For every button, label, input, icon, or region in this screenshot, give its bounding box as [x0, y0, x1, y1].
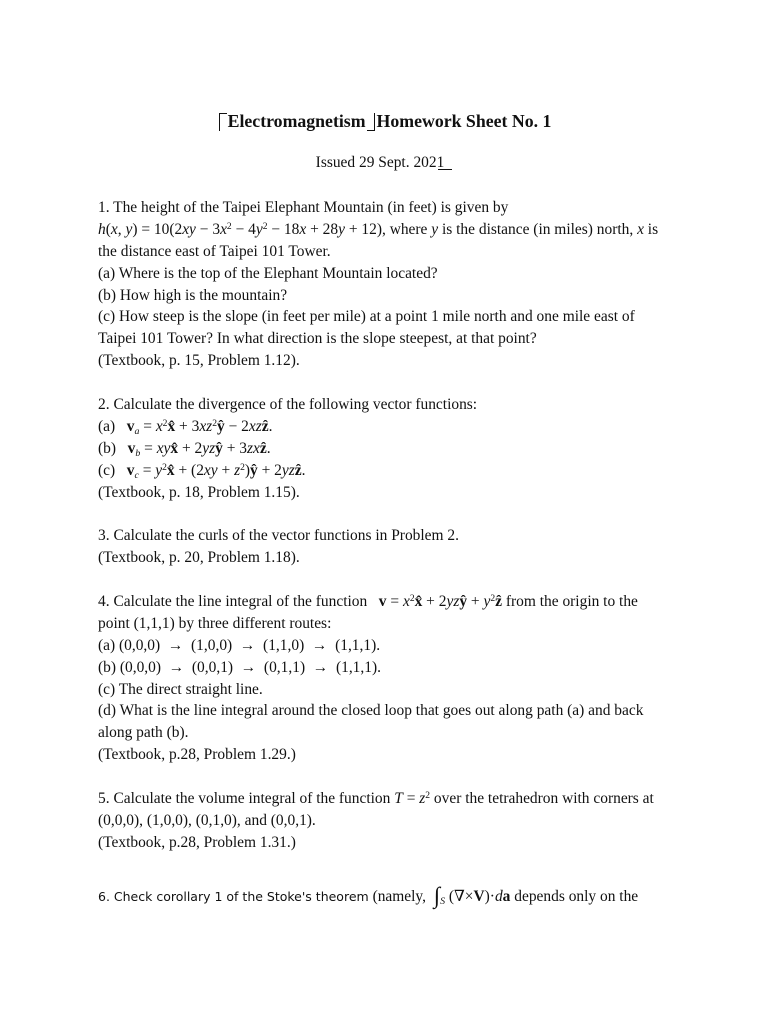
problem-line [98, 263, 738, 285]
problem-line [98, 482, 738, 504]
problem-line [98, 197, 738, 219]
problem-2 [98, 394, 738, 503]
problem-line [98, 547, 738, 569]
text-run: (c) The direct straight line. [98, 680, 263, 698]
problem-line [98, 416, 738, 438]
text-run: from the origin to the [502, 593, 638, 611]
problem-line [98, 883, 738, 910]
bold-symbol: v [126, 461, 135, 479]
problem-line [98, 635, 738, 657]
bold-symbol: ẑ [259, 439, 267, 457]
bold-symbol: x̂ [170, 439, 179, 457]
bold-symbol: x̂ [414, 593, 423, 611]
text-run: − 18 [267, 220, 300, 238]
text-run: ( [105, 220, 111, 238]
text-run: ) [244, 461, 251, 479]
bold-symbol: ẑ [495, 593, 502, 611]
text-run: (a) (0,0,0) → (1,0,0) → (1,1,0) → (1,1,1). [98, 636, 381, 654]
text-run: the distance east of Taipei 101 Tower. [98, 242, 331, 260]
text-run: − 2 [224, 417, 249, 435]
subscript: b [135, 447, 141, 459]
text-run: (namely, [368, 887, 434, 905]
problem-line [98, 679, 738, 701]
sheet-title [0, 110, 768, 132]
bold-symbol: ŷ [216, 417, 225, 435]
text-run: − 3 [195, 220, 221, 238]
bold-symbol: ẑ [261, 417, 269, 435]
math-variable: h [98, 220, 106, 238]
math-variable: y [255, 220, 263, 238]
subscript: a [134, 425, 140, 437]
text-run: point (1,1,1) by three different routes: [98, 614, 332, 632]
math-variable: zx [247, 439, 260, 457]
text-run: (d) What is the line integral around the closed loop that goes out along path (a) and back [98, 702, 644, 720]
problem-line [98, 438, 738, 460]
bold-symbol: ẑ [294, 461, 302, 479]
underline-mark [438, 168, 452, 170]
problem-3 [98, 525, 738, 569]
text-run: + 3 [175, 417, 200, 435]
problem-line [98, 788, 738, 810]
integral-sign: ∫ [433, 883, 441, 910]
problem-line [98, 810, 738, 832]
subscript: c [134, 469, 139, 481]
text-run: (a) [98, 417, 127, 435]
superscript: 2 [262, 221, 268, 233]
text-run: ) = 10(2 [132, 220, 183, 238]
problem-line [98, 591, 738, 613]
text-run: (Textbook, p. 15, Problem 1.12). [98, 352, 300, 370]
text-run: + [217, 461, 235, 479]
text-run: − 4 [231, 220, 256, 238]
problem-1 [98, 197, 738, 372]
bold-symbol: ŷ [215, 439, 223, 457]
text-run: = [386, 593, 403, 611]
math-variable: xz [199, 417, 213, 435]
bold-symbol: v [126, 417, 135, 435]
text-run: (Textbook, p.28, Problem 1.31.) [98, 833, 296, 851]
subscript: S [440, 895, 445, 907]
text-run: (c) How steep is the slope (in feet per mile) at a point 1 mile north and one mile east of [98, 308, 635, 326]
text-run: is [643, 220, 659, 238]
superscript: 2 [226, 221, 232, 233]
superscript: 2 [162, 418, 168, 430]
superscript: 2 [425, 790, 431, 802]
bold-symbol: v [378, 593, 387, 611]
problem-5 [98, 788, 738, 854]
title-bracket-open [217, 112, 228, 131]
math-variable: yz [202, 439, 216, 457]
math-variable: x [220, 220, 227, 238]
text-run: . [268, 417, 273, 435]
sheet-label: Homework Sheet No. 1 [376, 111, 552, 131]
math-variable: yz [281, 461, 295, 479]
text-run: = [139, 417, 156, 435]
math-variable: y [431, 220, 439, 238]
problem-6 [98, 883, 738, 910]
text-run: + 2 [422, 593, 447, 611]
problem-line [98, 306, 738, 328]
text-run: (Textbook, p. 20, Problem 1.18). [98, 549, 300, 567]
math-variable: xy [203, 461, 218, 479]
math-variable: xy [156, 439, 171, 457]
math-variable: xz [248, 417, 262, 435]
text-run: Taipei 101 Tower? In what direction is the slope steepest, at that point? [98, 330, 537, 348]
math-variable: T [394, 790, 403, 808]
superscript: 2 [409, 593, 415, 605]
math-variable: x [402, 593, 410, 611]
text-run: = [140, 439, 157, 457]
problem-line [98, 744, 738, 766]
math-variable: xy [182, 220, 196, 238]
superscript: 2 [212, 418, 217, 430]
text-run: over the tetrahedron with corners at [430, 790, 654, 808]
text-run: (c) [98, 461, 127, 479]
text-run: . [301, 461, 306, 479]
superscript: 2 [240, 461, 245, 473]
text-run: 2. Calculate the divergence of the following vector functions: [98, 396, 478, 414]
text-run: 1. The height of the Taipei Elephant Mountain (in feet) is given by [98, 199, 509, 216]
problem-4 [98, 591, 738, 766]
bold-symbol: ŷ [250, 461, 258, 479]
bold-symbol: x̂ [167, 417, 176, 435]
problem-line [98, 285, 738, 307]
text-run: (b) [98, 439, 128, 457]
text-run: (Textbook, p. 18, Problem 1.15). [98, 483, 300, 501]
bold-symbol: V [473, 887, 485, 905]
problem-list [98, 197, 738, 908]
math-variable: yz [446, 593, 460, 611]
math-variable: z [234, 461, 241, 479]
text-run: . [266, 439, 271, 457]
problem-line [98, 394, 738, 416]
problem-line [98, 219, 738, 241]
issue-date-line [0, 152, 768, 174]
text-run: = [138, 461, 156, 479]
problem-line [98, 832, 738, 854]
math-variable: z [419, 790, 426, 808]
text-run: 5. Calculate the volume integral of the function [98, 790, 395, 808]
text-run: + 3 [222, 439, 248, 457]
text-run: (0,0,0), (1,0,0), (0,1,0), and (0,0,1). [98, 811, 316, 829]
text-run: depends only on the [510, 887, 639, 905]
text-run: (b) How high is the mountain? [98, 286, 288, 304]
math-variable: x [110, 220, 118, 238]
math-variable: y [155, 461, 163, 479]
problem-line [98, 657, 738, 679]
course-name: Electromagnetism [227, 111, 366, 131]
superscript: 2 [162, 461, 167, 473]
problem-line [98, 525, 738, 547]
text-run: , [117, 220, 126, 238]
text-run: + 2 [178, 439, 203, 457]
problem-line [98, 241, 738, 263]
text-run: 4. Calculate the line integral of the function [98, 593, 379, 611]
text-run: 6. Check corollary 1 of the Stoke's theorem [98, 888, 369, 904]
math-variable: x [299, 220, 307, 238]
text-run: (a) Where is the top of the Elephant Mountain located? [98, 264, 438, 282]
problem-line [98, 460, 738, 482]
bold-symbol: x̂ [166, 461, 175, 479]
math-variable: y [338, 220, 345, 238]
math-variable: x [637, 220, 644, 238]
text-run: (b) (0,0,0) → (0,0,1) → (0,1,1) → (1,1,1). [98, 658, 381, 676]
issue-date: Issued 29 Sept. 2021 [315, 154, 445, 171]
text-run: + [467, 593, 484, 611]
text-run: (∇× [445, 887, 474, 905]
text-run: + 2 [257, 461, 282, 479]
text-run: + 12), where [344, 220, 432, 238]
superscript: 2 [490, 593, 496, 605]
math-variable: x [155, 417, 163, 435]
text-run: is the distance (in miles) north, [438, 220, 638, 238]
math-variable: d [494, 887, 503, 905]
math-variable: y [125, 220, 133, 238]
problem-line [98, 722, 738, 744]
text-run: along path (b). [98, 724, 189, 742]
problem-line [98, 350, 738, 372]
text-run: 3. Calculate the curls of the vector functions in Problem 2. [98, 527, 459, 545]
text-run: )· [484, 887, 495, 905]
bold-symbol: ŷ [459, 593, 468, 611]
text-run: = [402, 790, 420, 808]
math-variable: y [483, 593, 491, 611]
title-bracket-close [366, 112, 377, 131]
problem-line [98, 700, 738, 722]
bold-symbol: v [127, 439, 136, 457]
problem-line [98, 613, 738, 635]
text-run: + (2 [174, 461, 204, 479]
problem-line [98, 328, 738, 350]
text-run: + 28 [306, 220, 339, 238]
bold-symbol: a [502, 887, 511, 905]
text-run: (Textbook, p.28, Problem 1.29.) [98, 746, 296, 764]
